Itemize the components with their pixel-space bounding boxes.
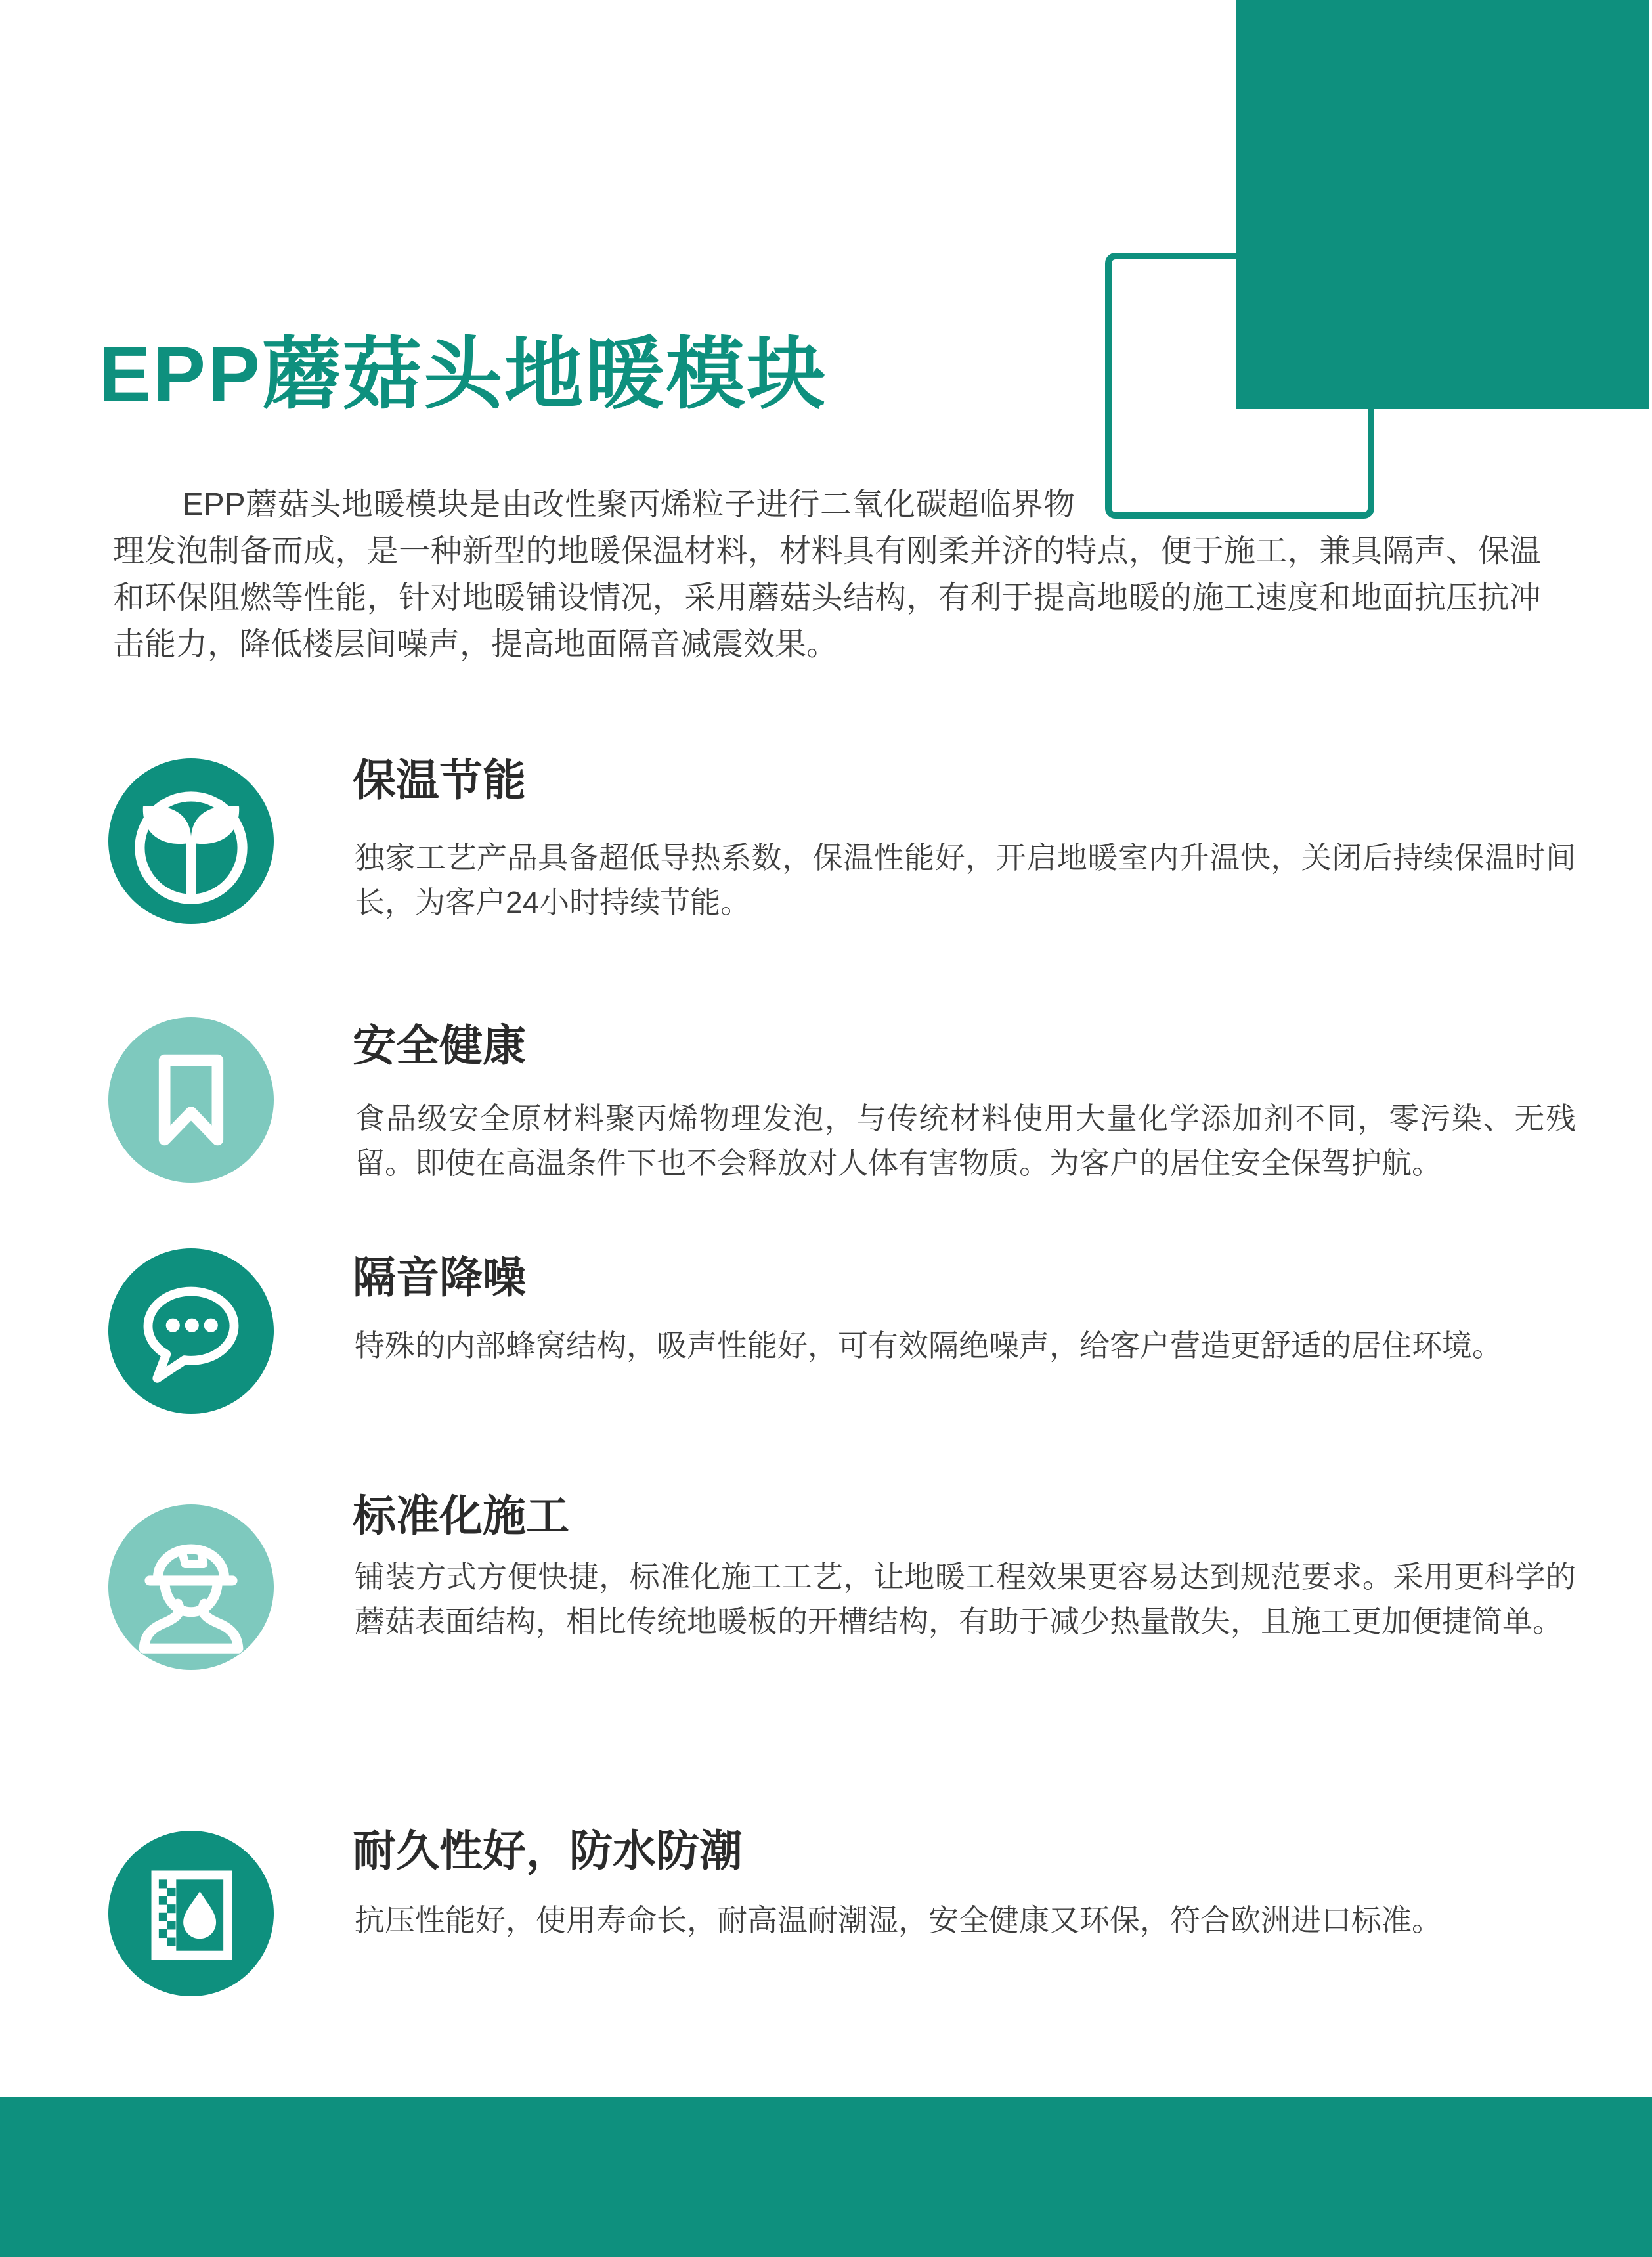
feature-icon-circle [108,1248,274,1414]
feature-title: 标准化施工 [353,1491,569,1540]
feature-body: 铺装方式方便快捷，标准化施工工艺，让地暖工程效果更容易达到规范要求。采用更科学的蘑菇表面结构，相比传统地暖板的开槽结构，有助于减少热量散失，且施工更加便捷简单。 [355,1560,1576,1638]
feature-title: 保温节能 [353,756,526,804]
feature-title: 安全健康 [353,1021,526,1070]
feature-icon-circle [108,758,274,924]
feature-body: 食品级安全原材料聚丙烯物理发泡，与传统材料使用大量化学添加剂不同，零污染、无残留。即使在高温条件下也不会释放对人体有害物质。为客户的居住安全保驾护航。 [355,1101,1576,1180]
speech-bubble-icon [108,1248,274,1414]
decor-teal-square [1236,0,1649,409]
construction-worker-icon [108,1504,274,1670]
feature-body: 特殊的内部蜂窝结构，吸声性能好，可有效隔绝噪声，给客户营造更舒适的居住环境。 [355,1328,1502,1363]
waterproof-membrane-icon [108,1831,274,1996]
feature-icon-circle [108,1831,274,1996]
feature-title: 隔音降噪 [353,1253,526,1302]
page-title: EPP蘑菇头地暖模块 [98,330,828,418]
feature-body: 抗压性能好，使用寿命长，耐高温耐潮湿，安全健康又环保，符合欧洲进口标准。 [355,1903,1442,1937]
feature-title: 耐久性好，防水防潮 [353,1826,743,1875]
bookmark-icon [108,1017,274,1183]
feature-icon-circle [108,1017,274,1183]
intro-text: EPP蘑菇头地暖模块是由改性聚丙烯粒子进行二氧化碳超临界物理发泡制备而成，是一种新型的地暖保温材料，材料具有刚柔并济的特点，便于施工，兼具隔声、保温和环保阻燃等性能，针对地暖铺设情况，采用蘑菇头结构，有利于提高地暖的施工速度和地面抗压抗冲击能力，降低楼层间噪声，提高地面隔音减震效果。 [113,487,1541,662]
footer-color-band [0,2097,1652,2257]
feature-body: 独家工艺产品具备超低导热系数，保温性能好，开启地暖室内升温快，关闭后持续保温时间长，为客户24小时持续节能。 [355,841,1576,919]
sprout-icon [108,758,274,924]
feature-icon-circle [108,1504,274,1670]
